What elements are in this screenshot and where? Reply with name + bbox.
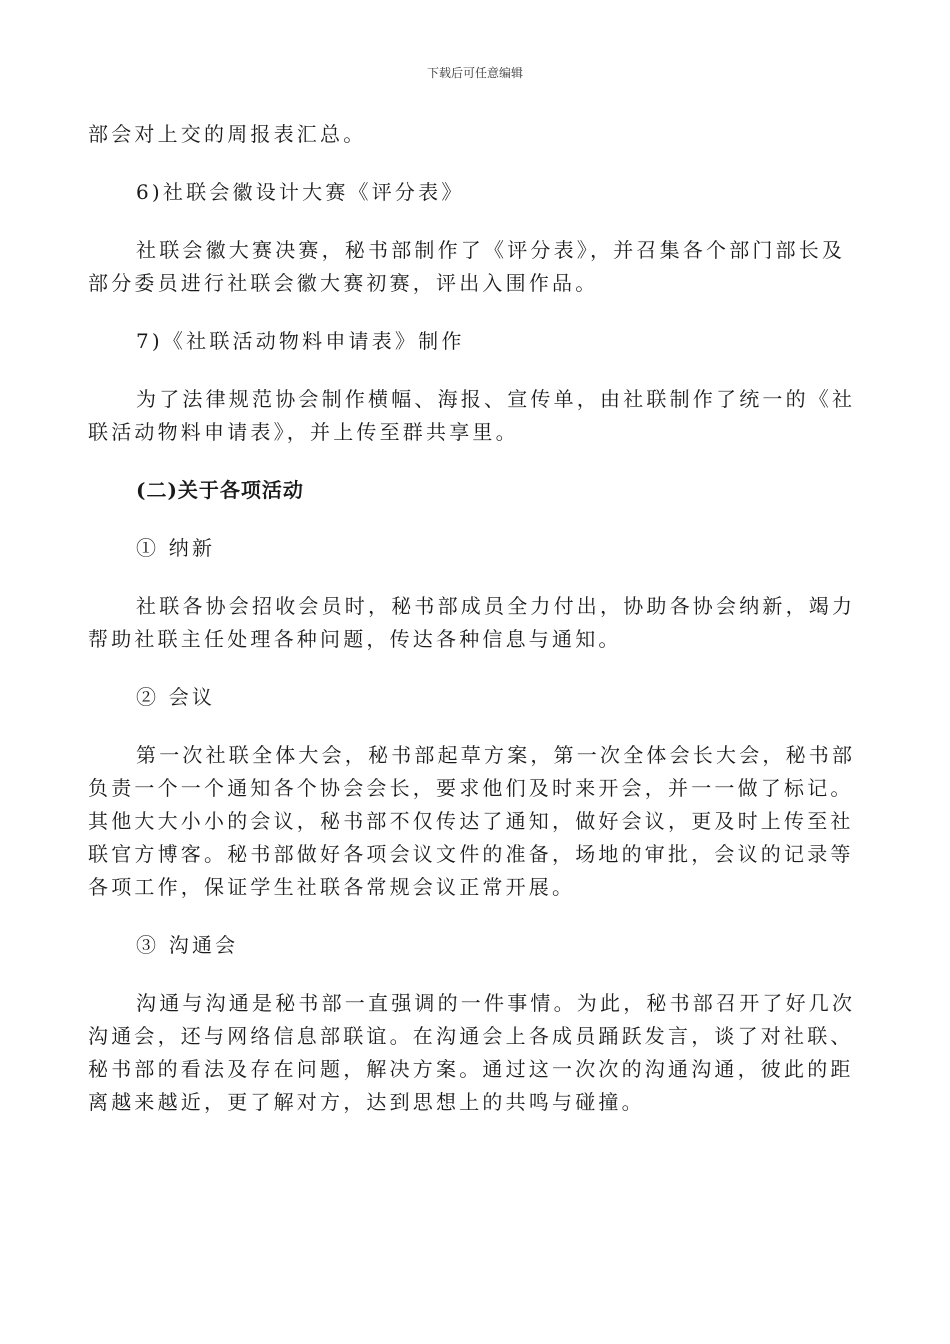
paragraph-communication: 沟通与沟通是秘书部一直强调的一件事情。为此，秘书部召开了好几次沟通会，还与网络信息部联谊。在沟通会上各成员踊跃发言，谈了对社联、秘书部的看法及存在问题，解决方案。通过这一次次的沟通沟通，彼此的距离越来越近，更了解对方，达到思想上的共鸣与碰撞。 <box>88 991 856 1114</box>
paragraph-material-form: 为了法律规范协会制作横幅、海报、宣传单，由社联制作了统一的《社联活动物料申请表》，并上传至群共享里。 <box>88 387 856 444</box>
paragraph-meetings: 第一次社联全体大会，秘书部起草方案，第一次全体会长大会，秘书部负责一个一个通知各个协会会长，要求他们及时来开会，并一一做了标记。其他大大小小的会议，秘书部不仅传达了通知，做好会议，更及时上传至社联官方博客。秘书部做好各项会议文件的准备，场地的审批，会议的记录等各项工作，保证学生社联各常规会议正常开展。 <box>88 743 856 899</box>
document-body <box>88 118 858 1119</box>
paragraph-summary-end: 部会对上交的周报表汇总。 <box>88 122 367 146</box>
item-heading-6: 6)社联会徽设计大赛《评分表》 <box>136 180 465 204</box>
section-heading-activities: (二)关于各项活动 <box>136 478 304 502</box>
page-header: 下载后可任意编辑 <box>426 66 523 80</box>
subheading-meetings: ② 会议 <box>136 685 216 709</box>
paragraph-recruitment: 社联各协会招收会员时，秘书部成员全力付出，协助各协会纳新，竭力帮助社联主任处理各种问题，传达各种信息与通知。 <box>88 594 856 651</box>
item-heading-7: 7)《社联活动物料申请表》制作 <box>136 329 465 353</box>
subheading-recruitment: ① 纳新 <box>136 536 216 560</box>
paragraph-scoring-table: 社联会徽大赛决赛，秘书部制作了《评分表》，并召集各个部门部长及部分委员进行社联会徽大赛初赛，评出入围作品。 <box>88 238 846 295</box>
subheading-communication: ③ 沟通会 <box>136 933 239 957</box>
